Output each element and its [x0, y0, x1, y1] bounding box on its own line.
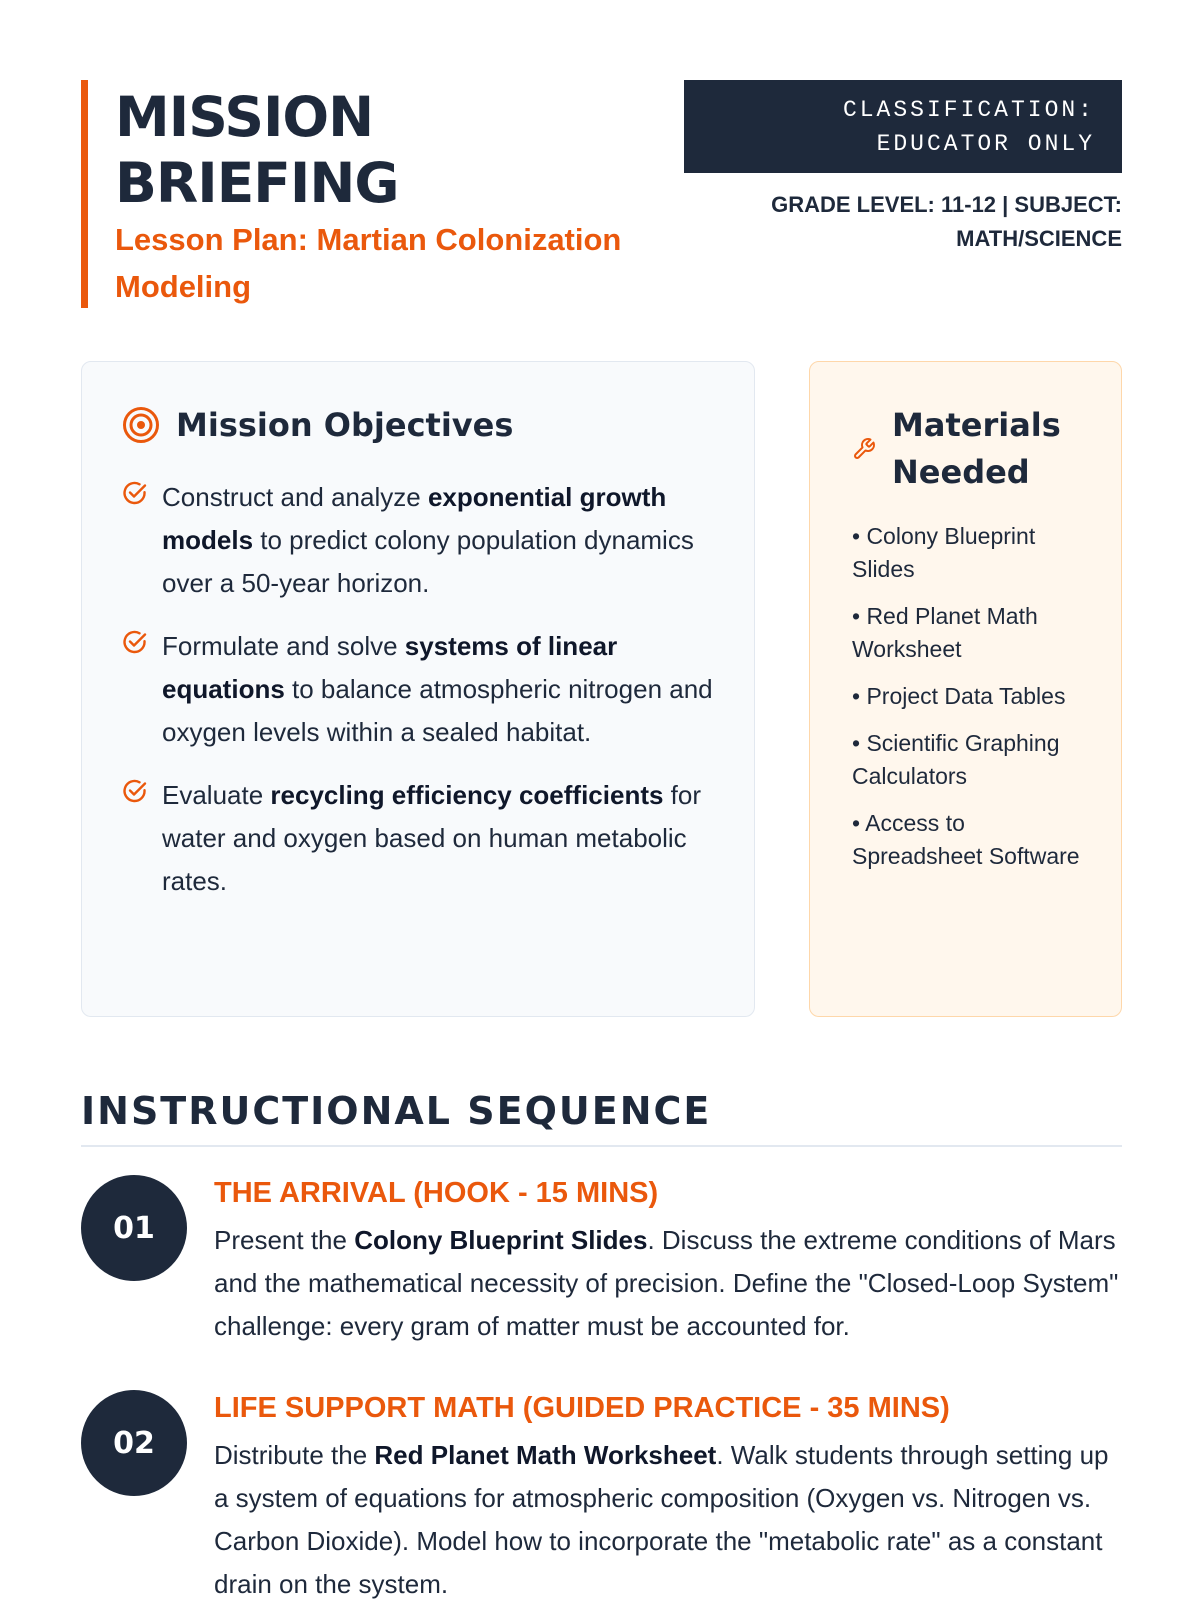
material-item: • Access to Spreadsheet Software [852, 810, 1080, 869]
section-title: INSTRUCTIONAL SEQUENCE [81, 1089, 1122, 1147]
grade-line-2: MATH/SCIENCE [956, 226, 1122, 251]
objective-text: Evaluate recycling efficiency coefficients for water and oxygen based on human metabolic rates. [162, 780, 702, 896]
page-title [115, 84, 671, 216]
subtitle-line-1: Lesson Plan: Martian Colonization [115, 222, 622, 257]
objectives-title: Mission Objectives [176, 406, 514, 444]
materials-title-line-1: Materials [892, 406, 1061, 444]
objective-item [122, 774, 714, 903]
title-line-2: BRIEFING [115, 151, 399, 215]
material-item: • Red Planet Math Worksheet [852, 603, 1038, 662]
material-item: • Scientific Graphing Calculators [852, 730, 1060, 789]
instructional-sequence [81, 1089, 1122, 1606]
materials-card [809, 361, 1122, 1017]
objective-item [122, 625, 714, 754]
materials-list [852, 520, 1081, 873]
objective-item [122, 476, 714, 605]
step-number-badge: 01 [81, 1175, 187, 1281]
step-description: Distribute the Red Planet Math Worksheet. Walk students through setting up a system of equations for atmospheric composition (Oxygen vs. Nitrogen vs. Carbon Dioxide). Model how to incorporate the "metabolic rate" as a constant drain on the system. [214, 1440, 1109, 1599]
material-item: • Project Data Tables [852, 683, 1066, 709]
header [81, 80, 1122, 308]
grade-line-1: GRADE LEVEL: 11-12 | SUBJECT: [771, 192, 1122, 217]
sequence-step [81, 1388, 1122, 1606]
materials-title-line-2: Needed [892, 453, 1030, 491]
objectives-heading [122, 402, 714, 448]
objective-text: Construct and analyze exponential growth models to predict colony population dynamics over a 50-year horizon. [162, 482, 694, 598]
objective-text: Formulate and solve systems of linear equations to balance atmospheric nitrogen and oxygen levels within a sealed habitat. [162, 631, 713, 747]
objectives-card [81, 361, 755, 1017]
materials-title [892, 402, 1061, 496]
wrench-icon [852, 437, 876, 461]
step-title: LIFE SUPPORT MATH (GUIDED PRACTICE - 35 MINS) [214, 1392, 950, 1424]
check-circle-icon [122, 625, 162, 754]
title-block [81, 80, 671, 308]
page-subtitle [115, 216, 671, 310]
check-circle-icon [122, 476, 162, 605]
classification-badge [684, 80, 1122, 173]
classification-line-2: EDUCATOR ONLY [876, 131, 1095, 157]
step-description: Present the Colony Blueprint Slides. Discuss the extreme conditions of Mars and the mathematical necessity of precision. Define the "Closed-Loop System" challenge: every gram of matter must be accounted for. [214, 1225, 1119, 1341]
check-circle-icon [122, 774, 162, 903]
classification-line-1: CLASSIFICATION: [842, 97, 1095, 123]
step-title: THE ARRIVAL (HOOK - 15 MINS) [214, 1177, 659, 1209]
material-item: • Colony Blueprint Slides [852, 523, 1036, 582]
subtitle-line-2: Modeling [115, 269, 252, 304]
target-icon [122, 406, 160, 444]
step-number-badge: 02 [81, 1390, 187, 1496]
lesson-plan-page [81, 80, 1122, 1599]
title-line-1: MISSION [115, 85, 374, 149]
materials-heading [852, 402, 1081, 496]
grade-level-info [722, 188, 1122, 256]
sequence-step [81, 1173, 1122, 1348]
